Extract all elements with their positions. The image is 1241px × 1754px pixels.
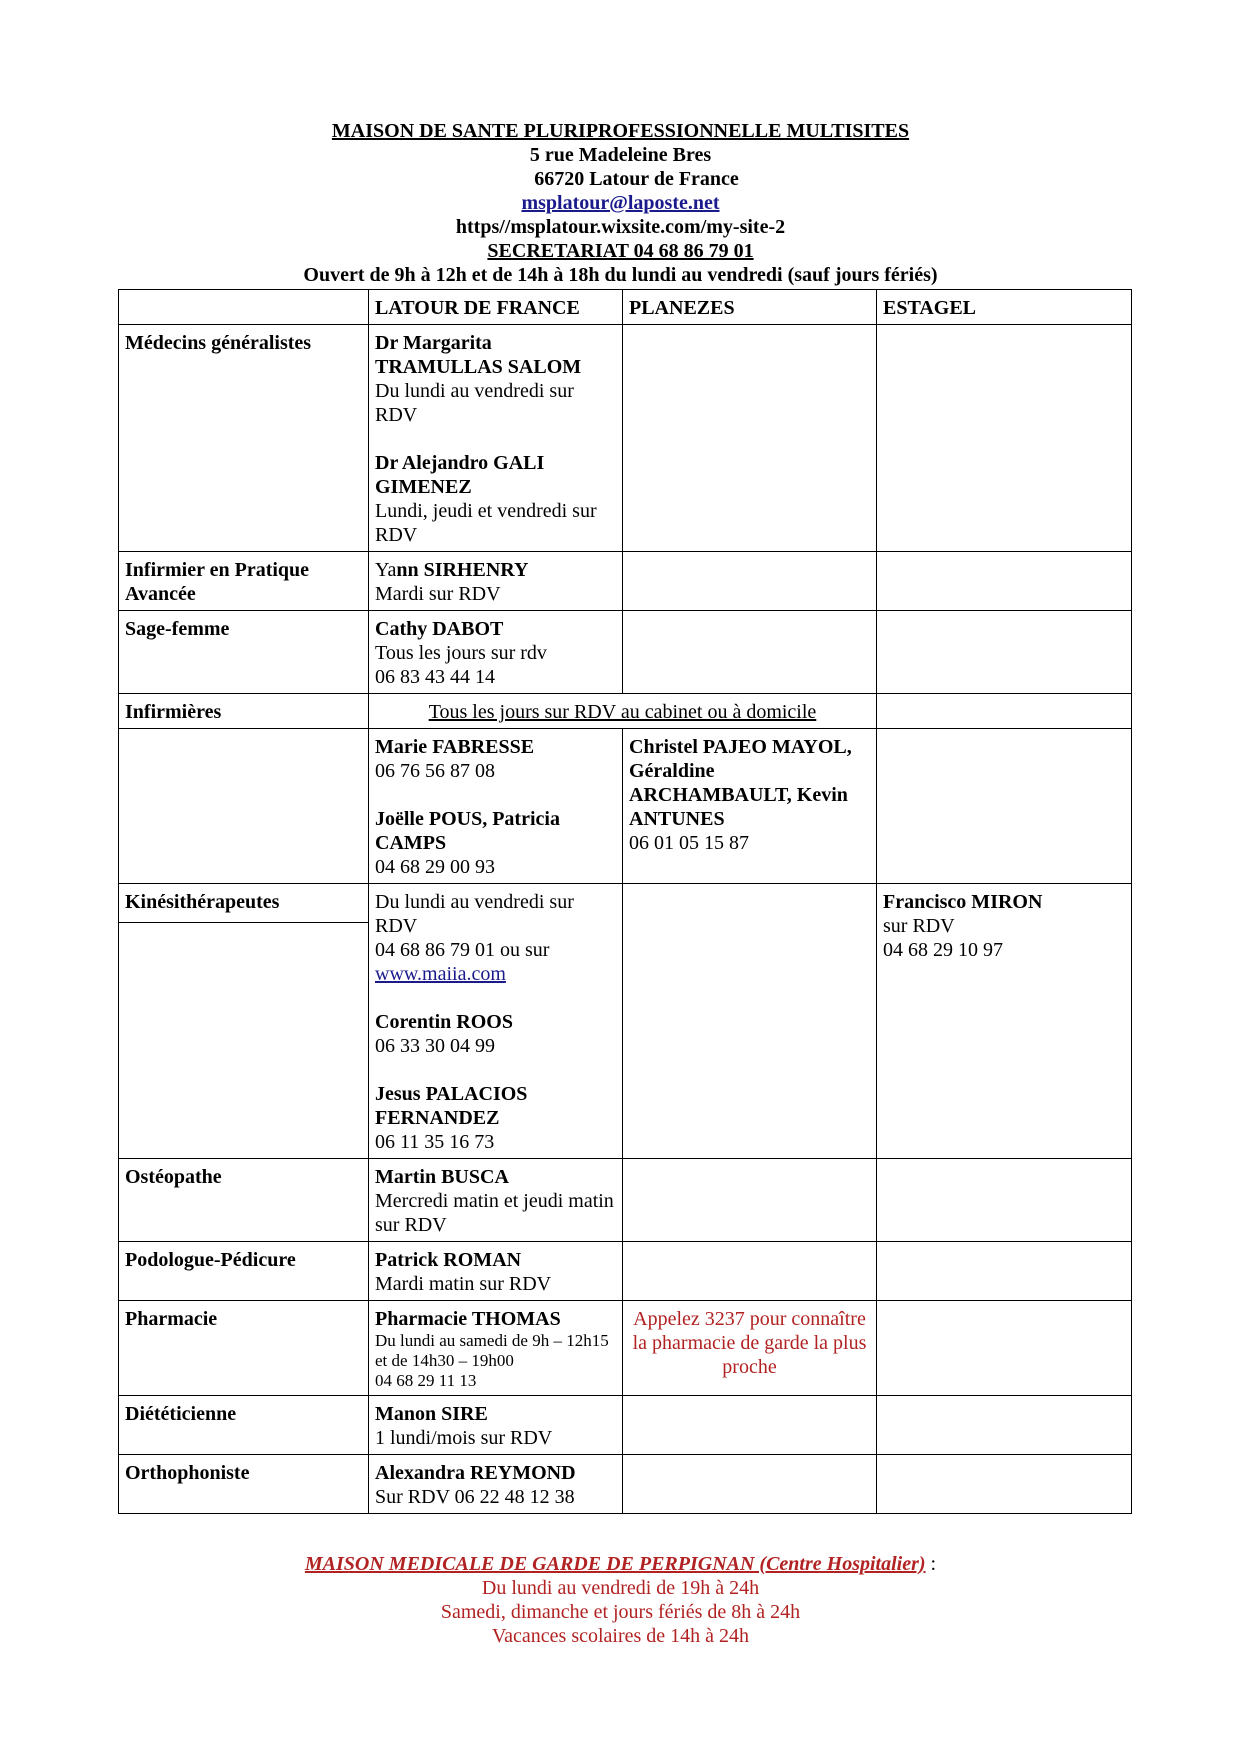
kine-phone: 04 68 86 79 01 ou sur [375, 939, 550, 961]
cell-infirmieres-latour [369, 729, 623, 884]
table-header-row [119, 290, 1132, 325]
cell-orthophoniste-estagel [877, 1455, 1132, 1514]
ipa-hours: Mardi sur RDV [375, 583, 501, 605]
garde-line-3: Vacances scolaires de 14h à 24h [491, 1625, 750, 1647]
row-label-infirmieres: Infirmières [119, 694, 369, 729]
cell-sage-femme-planezes [623, 611, 877, 694]
nurse-1-name: Marie FABRESSE [375, 736, 535, 758]
dieteticienne-name: Manon SIRE [375, 1403, 488, 1425]
cell-dieteticienne-estagel [877, 1396, 1132, 1455]
kine-estagel-name: Francisco MIRON [883, 891, 1043, 913]
cell-kine-planezes [623, 884, 877, 1159]
row-label-osteo: Ostéopathe [119, 1159, 369, 1242]
nurse-2-phone: 04 68 29 00 93 [375, 856, 495, 878]
cell-infirmieres-estagel [877, 694, 1132, 729]
row-label-kine: Kinésithérapeutes [119, 884, 369, 1159]
table-row-infirmieres [119, 694, 1132, 729]
sage-femme-phone: 06 83 43 44 14 [375, 666, 495, 688]
nurse-2-name: Joëlle POUS, Patricia CAMPS [375, 808, 560, 854]
row-label-empty [119, 729, 369, 884]
address-street: 5 rue Madeleine Bres [529, 144, 712, 166]
practitioners-table [118, 289, 1132, 1514]
table-row-orthophoniste [119, 1455, 1132, 1514]
table-row-sage-femme [119, 611, 1132, 694]
cell-podo-planezes [623, 1242, 877, 1301]
doctor-2-hours: Lundi, jeudi et vendredi sur RDV [375, 500, 597, 546]
podo-name: Patrick ROMAN [375, 1249, 522, 1271]
secretariat-phone: SECRETARIAT 04 68 86 79 01 [487, 240, 754, 262]
cell-ipa-planezes [623, 552, 877, 611]
cell-osteo-estagel [877, 1159, 1132, 1242]
row-label-ipa: Infirmier en Pratique Avancée [119, 552, 369, 611]
nurse-planezes-phone: 06 01 05 15 87 [629, 832, 749, 854]
cell-ipa-latour [369, 552, 623, 611]
cell-kine-latour [369, 884, 623, 1159]
dieteticienne-hours: 1 lundi/mois sur RDV [375, 1427, 553, 1449]
cell-pharmacie-planezes: Appelez 3237 pour connaître la pharmacie de garde la plus proche [623, 1301, 877, 1396]
cell-podo-latour [369, 1242, 623, 1301]
table-row-dieteticienne [119, 1396, 1132, 1455]
table-row-medecins [119, 325, 1132, 552]
nurse-planezes-names: Christel PAJEO MAYOL, Géraldine ARCHAMBAULT, Kevin ANTUNES [629, 736, 852, 830]
cell-medecins-planezes [623, 325, 877, 552]
sage-femme-hours: Tous les jours sur rdv [375, 642, 547, 664]
opening-hours: Ouvert de 9h à 12h et de 14h à 18h du lundi au vendredi (sauf jours fériés) [303, 264, 938, 286]
cell-infirmieres-note [369, 694, 877, 729]
garde-title: MAISON MEDICALE DE GARDE DE PERPIGNAN (Centre Hospitalier) [304, 1553, 926, 1575]
table-row-infirmieres-details [119, 729, 1132, 884]
cell-pharmacie-latour [369, 1301, 623, 1396]
sage-femme-name: Cathy DABOT [375, 618, 504, 640]
kine-estagel-hours: sur RDV [883, 915, 955, 937]
cell-kine-estagel [877, 884, 1132, 1159]
osteo-name: Martin BUSCA [375, 1166, 509, 1188]
row-label-pharmacie: Pharmacie [119, 1301, 369, 1396]
header-cell-estagel: ESTAGEL [877, 290, 1132, 325]
doctor-1-name: Dr Margarita TRAMULLAS SALOM [375, 332, 582, 378]
header-cell-empty [119, 290, 369, 325]
row-label-orthophoniste: Orthophoniste [119, 1455, 369, 1514]
nurse-1-phone: 06 76 56 87 08 [375, 760, 495, 782]
cell-medecins-latour [369, 325, 623, 552]
row-label-medecins: Médecins généralistes [119, 325, 369, 552]
osteo-hours: Mercredi matin et jeudi matin sur RDV [375, 1190, 614, 1236]
page-header [0, 119, 1241, 287]
orthophoniste-hours: Sur RDV 06 22 48 12 38 [375, 1486, 575, 1508]
cell-medecins-estagel [877, 325, 1132, 552]
row-label-podo: Podologue-Pédicure [119, 1242, 369, 1301]
infirmieres-note: Tous les jours sur RDV au cabinet ou à domicile [428, 701, 817, 723]
table-row-ipa [119, 552, 1132, 611]
cell-orthophoniste-planezes [623, 1455, 877, 1514]
maiia-link[interactable]: www.maiia.com [375, 963, 506, 985]
garde-line-1: Du lundi au vendredi de 19h à 24h [481, 1577, 760, 1599]
ipa-name: Yann SIRHENRY [375, 559, 529, 581]
podo-hours: Mardi matin sur RDV [375, 1273, 552, 1295]
cell-osteo-latour [369, 1159, 623, 1242]
cell-osteo-planezes [623, 1159, 877, 1242]
header-cell-planezes: PLANEZES [623, 290, 877, 325]
pharmacie-name: Pharmacie THOMAS [375, 1308, 561, 1330]
orthophoniste-name: Alexandra REYMOND [375, 1462, 576, 1484]
cell-orthophoniste-latour [369, 1455, 623, 1514]
cell-sage-femme-latour [369, 611, 623, 694]
cell-infirmieres-planezes [623, 729, 877, 884]
page-title: MAISON DE SANTE PLURIPROFESSIONNELLE MULTISITES [331, 120, 910, 142]
garde-colon: : [925, 1553, 937, 1575]
cell-sage-femme-estagel [877, 611, 1132, 694]
email-link[interactable]: msplatour@laposte.net [521, 192, 720, 214]
table-row-pharmacie [119, 1301, 1132, 1396]
pharmacie-phone: 04 68 29 11 13 [375, 1371, 477, 1390]
doctor-1-hours: Du lundi au vendredi sur RDV [375, 380, 574, 426]
table-row-osteo [119, 1159, 1132, 1242]
garde-line-2: Samedi, dimanche et jours fériés de 8h à 24h [440, 1601, 801, 1623]
table-row-podo [119, 1242, 1132, 1301]
kine-estagel-phone: 04 68 29 10 97 [883, 939, 1003, 961]
address-city: 66720 Latour de France [534, 168, 739, 190]
pharmacie-hours: Du lundi au samedi de 9h – 12h15 et de 14h30 – 19h00 [375, 1331, 609, 1370]
cell-podo-estagel [877, 1242, 1132, 1301]
kine-2-name: Corentin ROOS [375, 1011, 513, 1033]
cell-dieteticienne-latour [369, 1396, 623, 1455]
table-row-kine [119, 884, 1132, 1159]
kine-2-phone: 06 33 30 04 99 [375, 1035, 495, 1057]
kine-3-name: Jesus PALACIOS FERNANDEZ [375, 1083, 528, 1129]
website-text: https//msplatour.wixsite.com/my-site-2 [455, 216, 786, 238]
doctor-2-name: Dr Alejandro GALI GIMENEZ [375, 452, 545, 498]
cell-dieteticienne-planezes [623, 1396, 877, 1455]
kine-3-phone: 06 11 35 16 73 [375, 1131, 495, 1153]
cell-infirmieres-estagel-2 [877, 729, 1132, 884]
row-label-sage-femme: Sage-femme [119, 611, 369, 694]
cell-pharmacie-estagel [877, 1301, 1132, 1396]
header-cell-latour: LATOUR DE FRANCE [369, 290, 623, 325]
cell-ipa-estagel [877, 552, 1132, 611]
footer-garde [0, 1552, 1241, 1648]
kine-hours: Du lundi au vendredi sur RDV [375, 891, 574, 937]
row-label-dieteticienne: Diététicienne [119, 1396, 369, 1455]
